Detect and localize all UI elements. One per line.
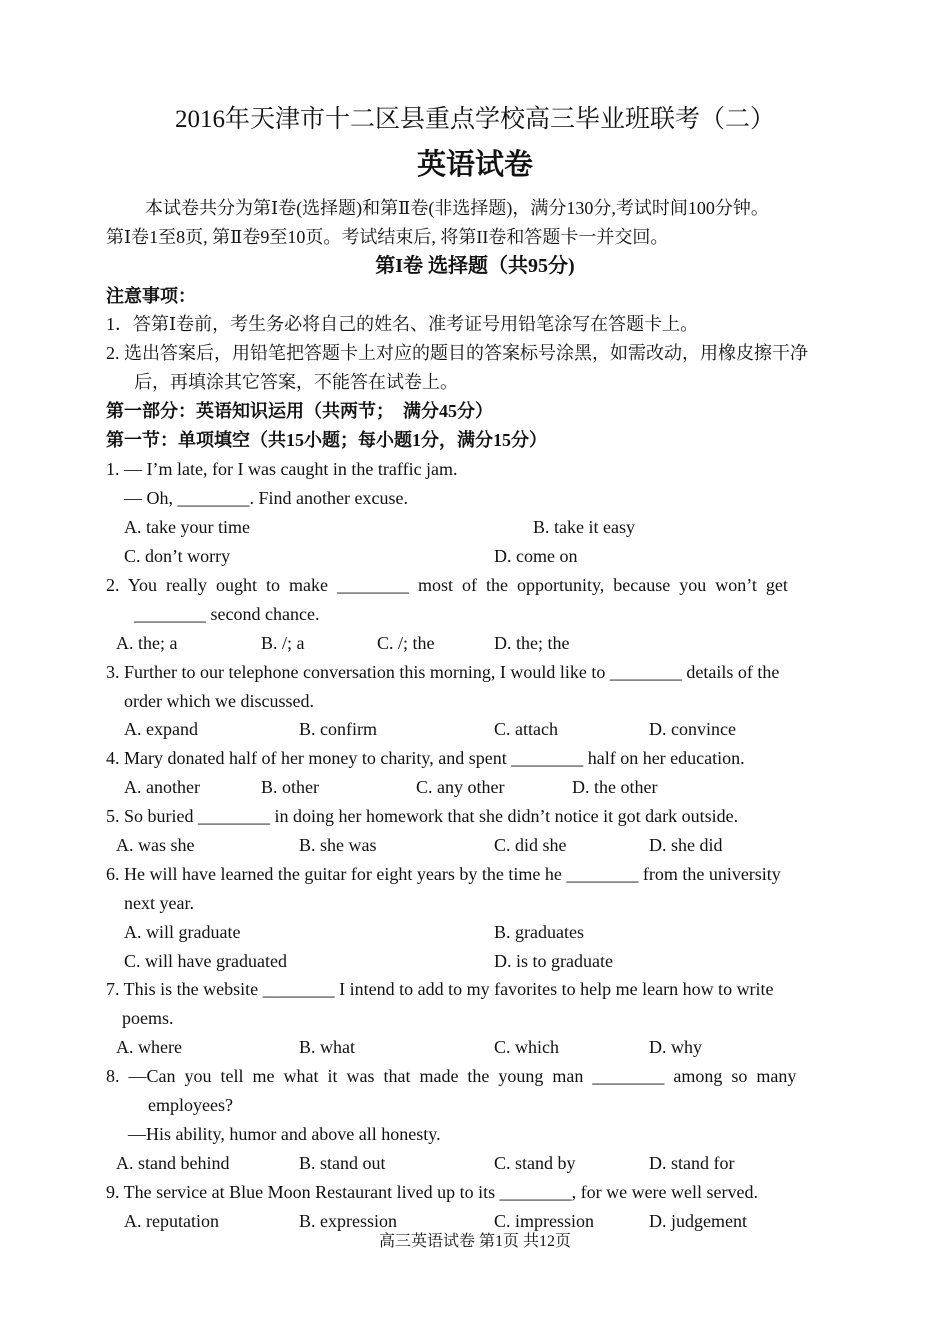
question-2-stem: 2. You really ought to make ________ most of the opportunity, because you won’t get: [106, 575, 788, 595]
question-5-option-d: D. she did: [649, 835, 723, 855]
question-4-option-d: D. the other: [572, 777, 658, 797]
question-5-stem: 5. So buried ________ in doing her homework that she didn’t notice it got dark outside.: [106, 806, 739, 826]
intro-line-1: 本试卷共分为第Ⅰ卷(选择题)和第Ⅱ卷(非选择题)，满分130分,考试时间100分钟。: [145, 198, 769, 218]
question-1-stem: 1. — I’m late, for I was caught in the traffic jam.: [106, 459, 458, 479]
question-2-option-c: C. /; the: [377, 633, 435, 653]
question-3-stem: 3. Further to our telephone conversation this morning, I would like to ________ details of the: [106, 662, 780, 682]
question-2-option-b: B. /; a: [261, 633, 305, 653]
question-8-option-a: A. stand behind: [116, 1153, 230, 1173]
question-1-stem-2: — Oh, ________. Find another excuse.: [124, 488, 408, 508]
question-8-stem-3: —His ability, humor and above all honesty.: [128, 1124, 441, 1144]
question-8-option-c: C. stand by: [494, 1153, 576, 1173]
notes-item-1: 1．答第Ⅰ卷前，考生务必将自己的姓名、准考证号用铅笔涂写在答题卡上。: [106, 314, 699, 334]
question-8-stem: 8. —Can you tell me what it was that made the young man ________ among so many: [106, 1066, 797, 1086]
question-7-option-d: D. why: [649, 1037, 702, 1057]
question-4-option-a: A. another: [124, 777, 200, 797]
page-footer: 高三英语试卷 第1页 共12页: [378, 1233, 571, 1250]
question-9-option-c: C. impression: [494, 1211, 595, 1231]
question-8-stem-2: employees?: [148, 1095, 233, 1115]
question-4-option-c: C. any other: [416, 777, 505, 797]
section1-heading: 第一节：单项填空（共15小题；每小题1分，满分15分）: [106, 430, 547, 450]
question-6-option-d: D. is to graduate: [494, 951, 613, 971]
question-7-stem-2: poems.: [122, 1008, 174, 1028]
question-7-stem: 7. This is the website ________ I intend to add to my favorites to help me learn how to write: [106, 979, 774, 999]
question-6-option-b: B. graduates: [494, 922, 584, 942]
question-9-option-d: D. judgement: [649, 1211, 747, 1231]
question-1-option-a: A. take your time: [124, 517, 250, 537]
question-5-option-a: A. was she: [116, 835, 195, 855]
question-1-option-c: C. don’t worry: [124, 546, 231, 566]
question-9-option-a: A. reputation: [124, 1211, 219, 1231]
question-5-option-b: B. she was: [299, 835, 377, 855]
question-1-option-d: D. come on: [494, 546, 578, 566]
question-2-option-d: D. the; the: [494, 633, 570, 653]
question-1-option-b: B. take it easy: [533, 517, 635, 537]
question-3-option-a: A. expand: [124, 719, 198, 739]
question-6-stem-2: next year.: [124, 893, 194, 913]
question-9-stem: 9. The service at Blue Moon Restaurant lived up to its ________, for we were well served.: [106, 1182, 759, 1202]
section-title: 第I卷 选择题（共95分): [375, 255, 575, 277]
question-8-option-d: D. stand for: [649, 1153, 735, 1173]
question-4-option-b: B. other: [261, 777, 319, 797]
question-9-option-b: B. expression: [299, 1211, 397, 1231]
question-6-stem: 6. He will have learned the guitar for eight years by the time he ________ from the university: [106, 864, 781, 884]
question-7-option-b: B. what: [299, 1037, 355, 1057]
question-3-option-b: B. confirm: [299, 719, 377, 739]
question-8-option-b: B. stand out: [299, 1153, 386, 1173]
exam-subtitle: 英语试卷: [416, 149, 533, 181]
notes-item-2: 2. 选出答案后，用铅笔把答题卡上对应的题目的答案标号涂黑，如需改动，用橡皮擦干净: [106, 343, 808, 363]
question-3-stem-2: order which we discussed.: [124, 691, 314, 711]
question-2-option-a: A. the; a: [116, 633, 178, 653]
question-6-option-c: C. will have graduated: [124, 951, 287, 971]
question-6-option-a: A. will graduate: [124, 922, 241, 942]
question-4-stem: 4. Mary donated half of her money to charity, and spent ________ half on her education.: [106, 748, 745, 768]
question-3-option-c: C. attach: [494, 719, 558, 739]
question-7-option-a: A. where: [116, 1037, 182, 1057]
exam-title: 2016年天津市十二区县重点学校高三毕业班联考（二）: [174, 106, 775, 133]
question-2-stem-2: ________ second chance.: [134, 604, 320, 624]
notes-heading: 注意事项：: [106, 286, 196, 306]
question-5-option-c: C. did she: [494, 835, 567, 855]
notes-item-2-cont: 后，再填涂其它答案，不能答在试卷上。: [134, 372, 458, 392]
intro-line-2: 第Ⅰ卷1至8页, 第Ⅱ卷9至10页。考试结束后, 将第II卷和答题卡一并交回。: [106, 227, 669, 247]
question-7-option-c: C. which: [494, 1037, 559, 1057]
part1-heading: 第一部分：英语知识运用（共两节； 满分45分）: [106, 401, 493, 421]
question-3-option-d: D. convince: [649, 719, 736, 739]
